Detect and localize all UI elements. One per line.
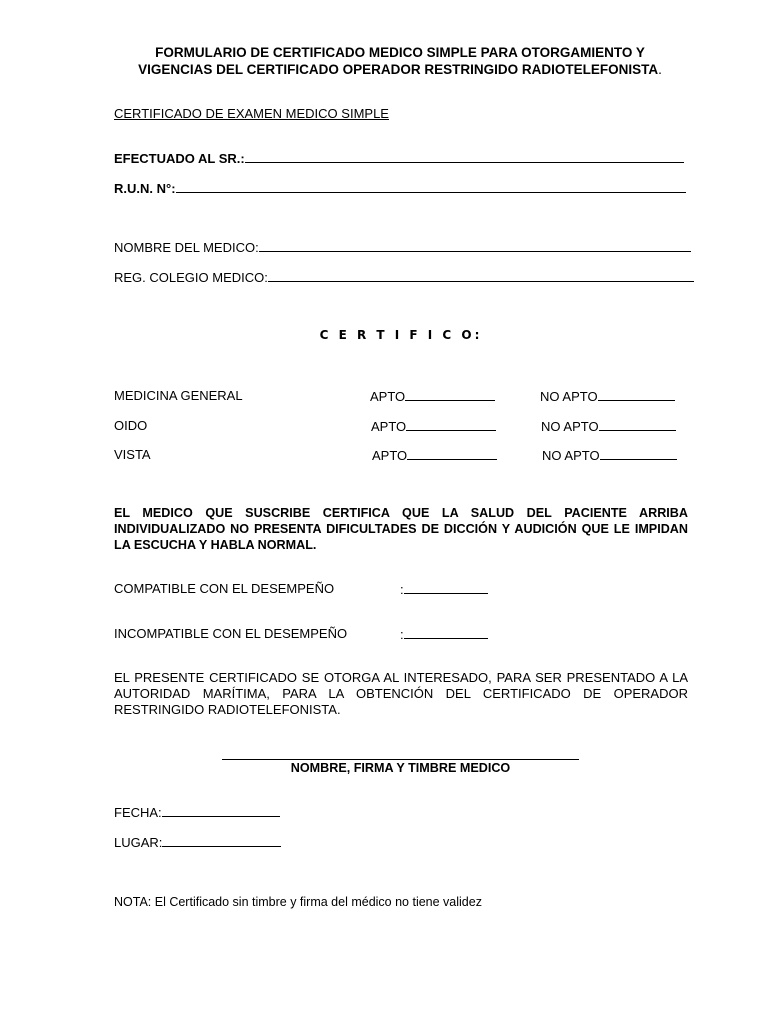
apto-blank[interactable]: [407, 447, 497, 460]
apto-label: APTO: [372, 448, 408, 463]
exam-apto-field[interactable]: [370, 388, 495, 405]
certifico-heading: C E R T I F I C O:: [319, 328, 483, 342]
reg-colegio-label: REG. COLEGIO MEDICO:: [114, 270, 268, 285]
nombre-medico-label: NOMBRE DEL MEDICO:: [114, 240, 259, 255]
section-subtitle: CERTIFICADO DE EXAMEN MEDICO SIMPLE: [114, 106, 389, 121]
no-apto-label: NO APTO: [541, 419, 599, 434]
nombre-medico-field[interactable]: [114, 239, 691, 256]
signature-caption: NOMBRE, FIRMA Y TIMBRE MEDICO: [290, 761, 511, 775]
exam-no-apto-field[interactable]: [540, 388, 675, 405]
no-apto-label: NO APTO: [540, 389, 598, 404]
compatible-blank[interactable]: [404, 581, 488, 594]
apto-label: APTO: [370, 389, 406, 404]
apto-blank[interactable]: [405, 388, 495, 401]
fecha-label: FECHA:: [114, 805, 162, 820]
title-line-1: FORMULARIO DE CERTIFICADO MEDICO SIMPLE PARA OTORGAMIENTO Y: [155, 45, 645, 60]
efectuado-label: EFECTUADO AL SR.:: [114, 151, 245, 166]
run-field[interactable]: [114, 180, 686, 197]
compatible-field[interactable]: [400, 581, 488, 598]
exam-no-apto-field[interactable]: [541, 418, 676, 435]
incompatible-colon: :: [400, 627, 404, 642]
signature-line[interactable]: [222, 745, 579, 760]
reg-colegio-field[interactable]: [114, 269, 694, 286]
title-line-2: VIGENCIAS DEL CERTIFICADO OPERADOR RESTRINGIDO RADIOTELEFONISTA: [138, 62, 659, 77]
nombre-medico-blank[interactable]: [259, 239, 691, 252]
run-label: R.U.N. N°:: [114, 181, 176, 196]
validity-note: NOTA: El Certificado sin timbre y firma del médico no tiene validez: [114, 895, 482, 909]
efectuado-field[interactable]: [114, 150, 684, 167]
apto-label: APTO: [371, 419, 407, 434]
no-apto-blank[interactable]: [600, 447, 677, 460]
title-period: .: [658, 62, 662, 77]
no-apto-blank[interactable]: [598, 388, 675, 401]
lugar-blank[interactable]: [162, 834, 281, 847]
run-blank[interactable]: [176, 180, 686, 193]
efectuado-blank[interactable]: [245, 150, 684, 163]
exam-apto-field[interactable]: [371, 418, 496, 435]
lugar-label: LUGAR:: [114, 835, 163, 850]
exam-name: MEDICINA GENERAL: [114, 388, 243, 403]
incompatible-field[interactable]: [400, 626, 488, 643]
exam-name: VISTA: [114, 447, 151, 462]
purpose-statement: EL PRESENTE CERTIFICADO SE OTORGA AL INTERESADO, PARA SER PRESENTADO A LA AUTORIDAD MARÍTIMA, PARA LA OBTENCIÓN DEL CERTIFICADO DE OPERADOR RESTRINGIDO RADIOTELEFONISTA.: [114, 670, 688, 717]
incompatible-blank[interactable]: [404, 626, 488, 639]
no-apto-blank[interactable]: [599, 418, 676, 431]
lugar-field[interactable]: [114, 834, 281, 851]
health-statement: EL MEDICO QUE SUSCRIBE CERTIFICA QUE LA SALUD DEL PACIENTE ARRIBA INDIVIDUALIZADO NO PRESENTA DIFICULTADES DE DICCIÓN Y AUDICIÓN QUE LE IMPIDAN LA ESCUCHA Y HABLA NORMAL.: [114, 506, 688, 552]
incompatible-label: INCOMPATIBLE CON EL DESEMPEÑO: [114, 626, 348, 641]
exam-apto-field[interactable]: [372, 447, 497, 464]
fecha-blank[interactable]: [162, 804, 280, 817]
apto-blank[interactable]: [406, 418, 496, 431]
fecha-field[interactable]: [114, 804, 280, 821]
reg-colegio-blank[interactable]: [268, 269, 694, 282]
exam-no-apto-field[interactable]: [542, 447, 677, 464]
no-apto-label: NO APTO: [542, 448, 600, 463]
compatible-colon: :: [400, 582, 404, 597]
document-title: [100, 44, 700, 78]
compatible-label: COMPATIBLE CON EL DESEMPEÑO: [114, 581, 335, 596]
exam-name: OIDO: [114, 418, 148, 433]
